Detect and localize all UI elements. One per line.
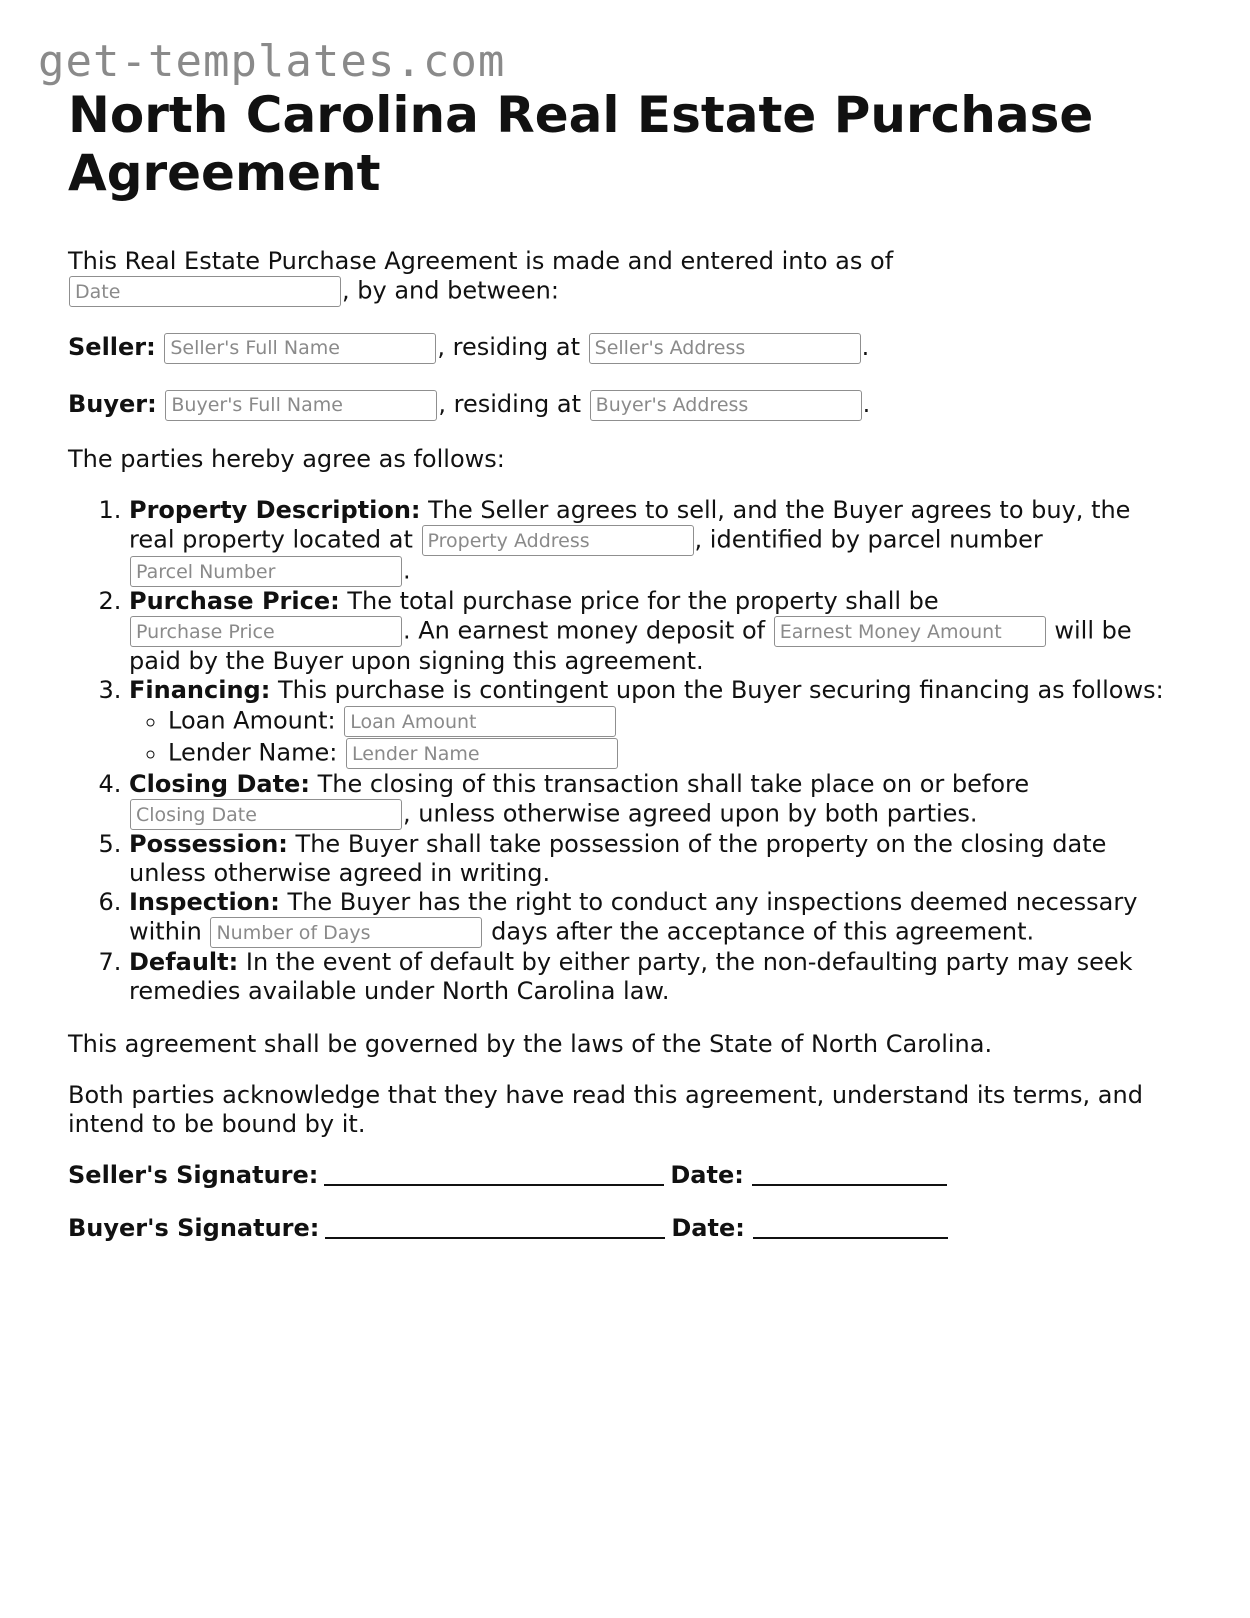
buyer-signature-label: Buyer's Signature: (68, 1214, 320, 1242)
term-closing (129, 770, 1178, 830)
watermark-text: get-templates.com (38, 36, 506, 87)
seller-residing-text: , residing at (437, 333, 581, 361)
buyer-residing-text: , residing at (438, 390, 582, 418)
property-text-2: , identified by parcel number (694, 525, 1043, 554)
loan-amount-input[interactable] (344, 706, 616, 737)
financing-list (129, 706, 1178, 769)
earnest-money-input[interactable] (774, 616, 1046, 647)
term-possession (129, 830, 1178, 888)
term-default (129, 948, 1178, 1006)
lender-name-item (168, 738, 1178, 769)
seller-date-blank[interactable] (752, 1184, 947, 1186)
closing-heading: Closing Date: (129, 770, 310, 798)
intro-suffix: , by and between: (342, 276, 559, 305)
price-text-1: The total purchase price for the property shall be (347, 587, 939, 615)
seller-signature-line (68, 1161, 1178, 1190)
agree-text: The parties hereby agree as follows: (68, 445, 505, 473)
price-heading: Purchase Price: (129, 587, 340, 615)
intro-paragraph (68, 247, 1178, 307)
property-text-1: The Seller agrees to sell, and the Buyer agrees to buy, the real property located at (129, 496, 1131, 554)
default-heading: Default: (129, 948, 239, 976)
buyer-date-blank[interactable] (753, 1237, 948, 1239)
term-financing (129, 676, 1178, 769)
terms-list (68, 496, 1178, 1006)
closing-date-input[interactable] (130, 799, 402, 830)
page-title: North Carolina Real Estate Purchase Agreement (68, 86, 1094, 202)
acknowledgement-text: Both parties acknowledge that they have read this agreement, understand its terms, and intend to be bound by it. (68, 1081, 1143, 1138)
term-price (129, 587, 1178, 676)
intro-text: This Real Estate Purchase Agreement is made and entered into as of (68, 247, 894, 275)
lender-name-label: Lender Name: (168, 738, 338, 767)
inspection-heading: Inspection: (129, 888, 280, 916)
term-inspection (129, 888, 1178, 948)
inspection-text-1: The Buyer has the right to conduct any inspections deemed necessary within (129, 888, 1138, 946)
buyer-line (68, 388, 1178, 421)
seller-line (68, 331, 1178, 364)
term-property (129, 496, 1178, 587)
buyer-signature-blank[interactable] (325, 1237, 665, 1239)
price-text-3: will be paid by the Buyer upon signing this agreement. (129, 616, 1132, 675)
buyer-date-label: Date: (671, 1214, 745, 1242)
seller-signature-blank[interactable] (324, 1184, 664, 1186)
buyer-label: Buyer: (68, 390, 157, 418)
property-address-input[interactable] (422, 525, 694, 556)
loan-amount-label: Loan Amount: (168, 706, 336, 735)
seller-date-label: Date: (670, 1161, 744, 1189)
closing-text-2: , unless otherwise agreed upon by both parties. (403, 799, 978, 828)
financing-heading: Financing: (129, 676, 271, 704)
inspection-text-2: days after the acceptance of this agreement. (491, 917, 1035, 946)
loan-amount-item (168, 706, 1178, 737)
governing-law-text: This agreement shall be governed by the laws of the State of North Carolina. (68, 1030, 993, 1058)
seller-address-input[interactable] (589, 333, 861, 364)
inspection-days-input[interactable] (210, 917, 482, 948)
property-heading: Property Description: (129, 496, 421, 524)
parcel-number-input[interactable] (130, 556, 402, 587)
buyer-end: . (862, 390, 871, 418)
buyer-address-input[interactable] (590, 390, 862, 421)
default-text: In the event of default by either party, the non-defaulting party may seek remedies available under North Carolina law. (129, 948, 1133, 1005)
financing-text: This purchase is contingent upon the Buyer securing financing as follows: (277, 676, 1164, 704)
document-body (68, 86, 1178, 1243)
closing-text-1: The closing of this transaction shall take place on or before (317, 770, 1030, 798)
seller-end: . (861, 333, 870, 361)
purchase-price-input[interactable] (130, 616, 402, 647)
property-end: . (403, 556, 411, 585)
seller-name-input[interactable] (164, 333, 436, 364)
lender-name-input[interactable] (346, 738, 618, 769)
seller-label: Seller: (68, 333, 156, 361)
possession-heading: Possession: (129, 830, 288, 858)
buyer-name-input[interactable] (165, 390, 437, 421)
buyer-signature-line (68, 1214, 1178, 1243)
seller-signature-label: Seller's Signature: (68, 1161, 319, 1189)
agreement-date-input[interactable] (69, 276, 341, 307)
possession-text: The Buyer shall take possession of the property on the closing date unless otherwise agreed in writing. (129, 830, 1107, 887)
price-text-2: . An earnest money deposit of (403, 616, 766, 645)
